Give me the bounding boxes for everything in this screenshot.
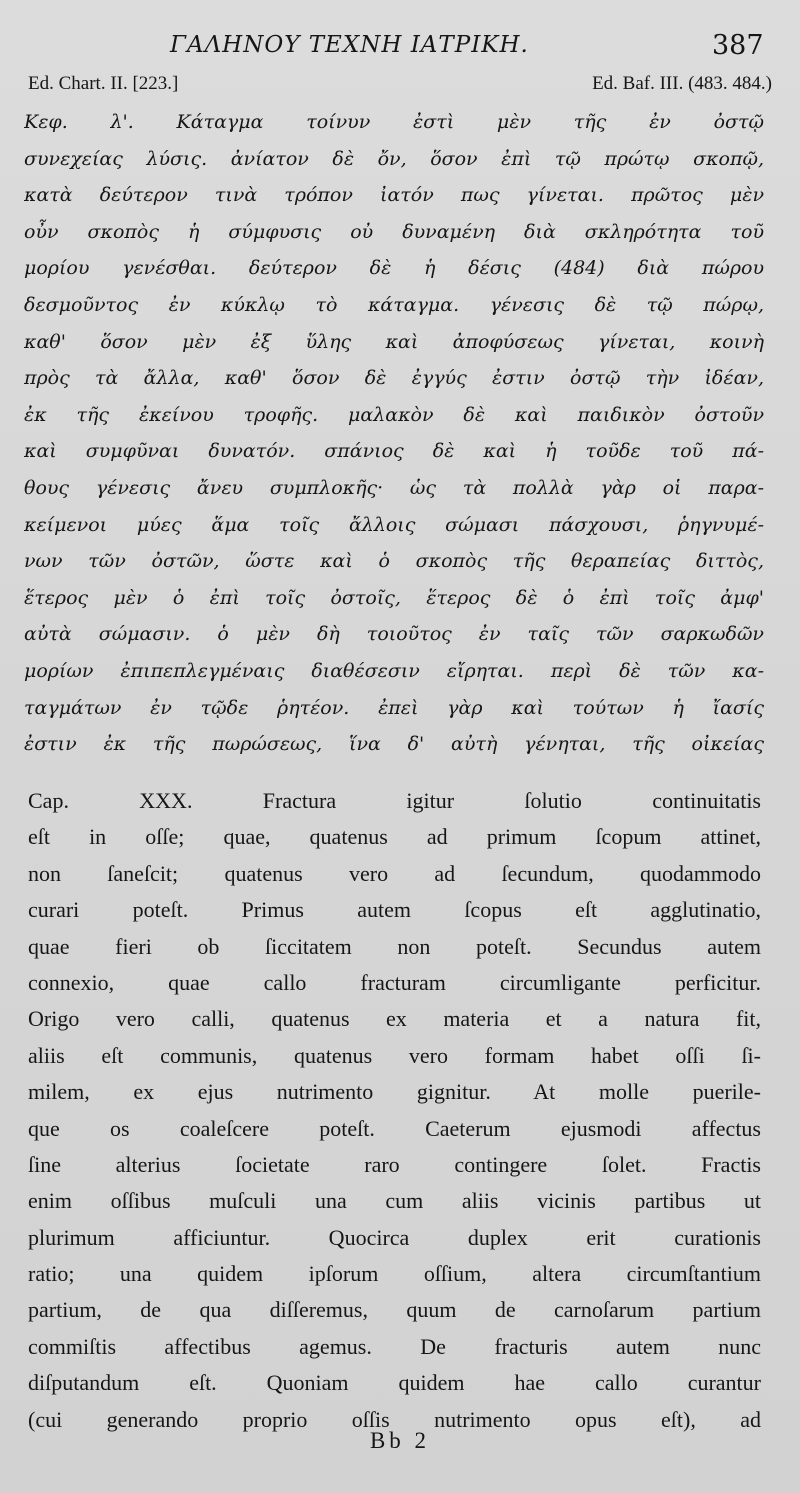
latin-line: ratio; una quidem ipſorum oſſium, altera circumſtantium (28, 1261, 761, 1287)
greek-line: συνεχείας λύσις. ἀνίατον δὲ ὄν, ὅσον ἐπὶ τῷ πρώτῳ σκοπῷ, (24, 147, 764, 170)
greek-line: καὶ συμφῦναι δυνατόν. σπάνιος δὲ καὶ ἡ τοῦδε τοῦ πά- (24, 440, 764, 463)
greek-line: οὖν σκοπὸς ἡ σύμφυσις οὐ δυναμένη διὰ σκληρότητα τοῦ (24, 220, 764, 243)
latin-line: Origo vero calli, quatenus ex materia et a natura fit, (28, 1006, 761, 1032)
greek-line: κατὰ δεύτερον τινὰ τρόπον ἰατόν πως γίνεται. πρῶτος μὲν (24, 184, 764, 207)
latin-line: plurimum afficiuntur. Quocirca duplex erit curationis (28, 1224, 761, 1250)
latin-line: connexio, quae callo fracturam circumligante perficitur. (28, 969, 761, 995)
page-number: 387 (712, 30, 764, 61)
edition-reference-chart: Ed. Chart. II. [223.] (28, 73, 179, 94)
latin-line: aliis eſt communis, quatenus vero formam habet oſſi ſi- (28, 1042, 761, 1068)
greek-line: θους γένεσις ἄνευ συμπλοκῆς· ὡς τὰ πολλὰ γὰρ οἱ παρα- (24, 476, 764, 499)
greek-line: ταγμάτων ἐν τῷδε ῥητέον. ἐπεὶ γὰρ καὶ τούτων ἡ ἴασίς (24, 696, 764, 719)
greek-line: νων τῶν ὀστῶν, ὥστε καὶ ὁ σκοπὸς τῆς θεραπείας διττὸς, (24, 550, 764, 573)
running-title: ΓΑΛΗΝΟΥ ΤΕΧΝΗ ΙΑΤΡΙΚΗ. (170, 32, 529, 58)
latin-line: quae fieri ob ſiccitatem non poteſt. Secundus autem (28, 933, 761, 959)
latin-line: (cui generando proprio oſſis nutrimento opus eſt), ad (28, 1406, 761, 1432)
latin-line: curari poteſt. Primus autem ſcopus eſt agglutinatio, (28, 897, 761, 923)
latin-line: eſt in oſſe; quae, quatenus ad primum ſcopum attinet, (28, 824, 761, 850)
greek-line: ἐστιν ἐκ τῆς πωρώσεως, ἵνα δ' αὐτὴ γένηται, τῆς οἰκείας (24, 733, 764, 756)
latin-text-block (28, 783, 761, 1438)
greek-line: κείμενοι μύες ἅμα τοῖς ἄλλοις σώμασι πάσχουσι, ῥηγνυμέ- (24, 513, 764, 536)
latin-line: diſputandum eſt. Quoniam quidem hae callo curantur (28, 1370, 761, 1396)
running-head (0, 30, 800, 60)
greek-line: ἐκ τῆς ἐκείνου τροφῆς. μαλακὸν δὲ καὶ παιδικὸν ὀστοῦν (24, 403, 764, 426)
latin-line: commiſtis affectibus agemus. De fracturis autem nunc (28, 1333, 761, 1359)
greek-line: πρὸς τὰ ἄλλα, καθ' ὅσον δὲ ἐγγύς ἐστιν ὀστῷ τὴν ἰδέαν, (24, 367, 764, 390)
greek-line: μορίων ἐπιπεπλεγμέναις διαθέσεσιν εἴρηται. περὶ δὲ τῶν κα- (24, 659, 764, 682)
edition-reference-basel: Ed. Baf. III. (483. 484.) (592, 73, 772, 94)
latin-line: milem, ex ejus nutrimento gignitur. At molle puerile- (28, 1079, 761, 1105)
latin-line: ſine alterius ſocietate raro contingere ſolet. Fractis (28, 1151, 761, 1177)
greek-text-block (24, 104, 764, 763)
greek-line: καθ' ὅσον μὲν ἐξ ὕλης καὶ ἀποφύσεως γίνεται, κοινὴ (24, 330, 764, 353)
printer-signature: Bb 2 (369, 1428, 431, 1453)
latin-line: enim oſſibus muſculi una cum aliis vicinis partibus ut (28, 1188, 761, 1214)
greek-line: αὐτὰ σώμασιν. ὁ μὲν δὴ τοιοῦτος ἐν ταῖς τῶν σαρκωδῶν (24, 623, 764, 646)
latin-line: Cap. XXX. Fractura igitur ſolutio continuitatis (28, 788, 761, 813)
greek-line: μορίου γενέσθαι. δεύτερον δὲ ἡ δέσις (484) διὰ πώρου (24, 257, 764, 280)
edition-reference-line (28, 73, 772, 99)
latin-line: non ſaneſcit; quatenus vero ad ſecundum, quodammodo (28, 860, 761, 886)
greek-line: ἕτερος μὲν ὁ ἐπὶ τοῖς ὀστοῖς, ἕτερος δὲ ὁ ἐπὶ τοῖς ἀμφ' (24, 586, 764, 609)
latin-line: partium, de qua diſſeremus, quum de carnoſarum partium (28, 1297, 761, 1323)
latin-line: que os coaleſcere poteſt. Caeterum ejusmodi affectus (28, 1115, 761, 1141)
greek-line: δεσμοῦντος ἐν κύκλῳ τὸ κάταγμα. γένεσις δὲ τῷ πώρῳ, (24, 293, 764, 316)
greek-line: Κεφ. λ'. Κάταγμα τοίνυν ἐστὶ μὲν τῆς ἐν ὀστῷ (24, 111, 764, 133)
